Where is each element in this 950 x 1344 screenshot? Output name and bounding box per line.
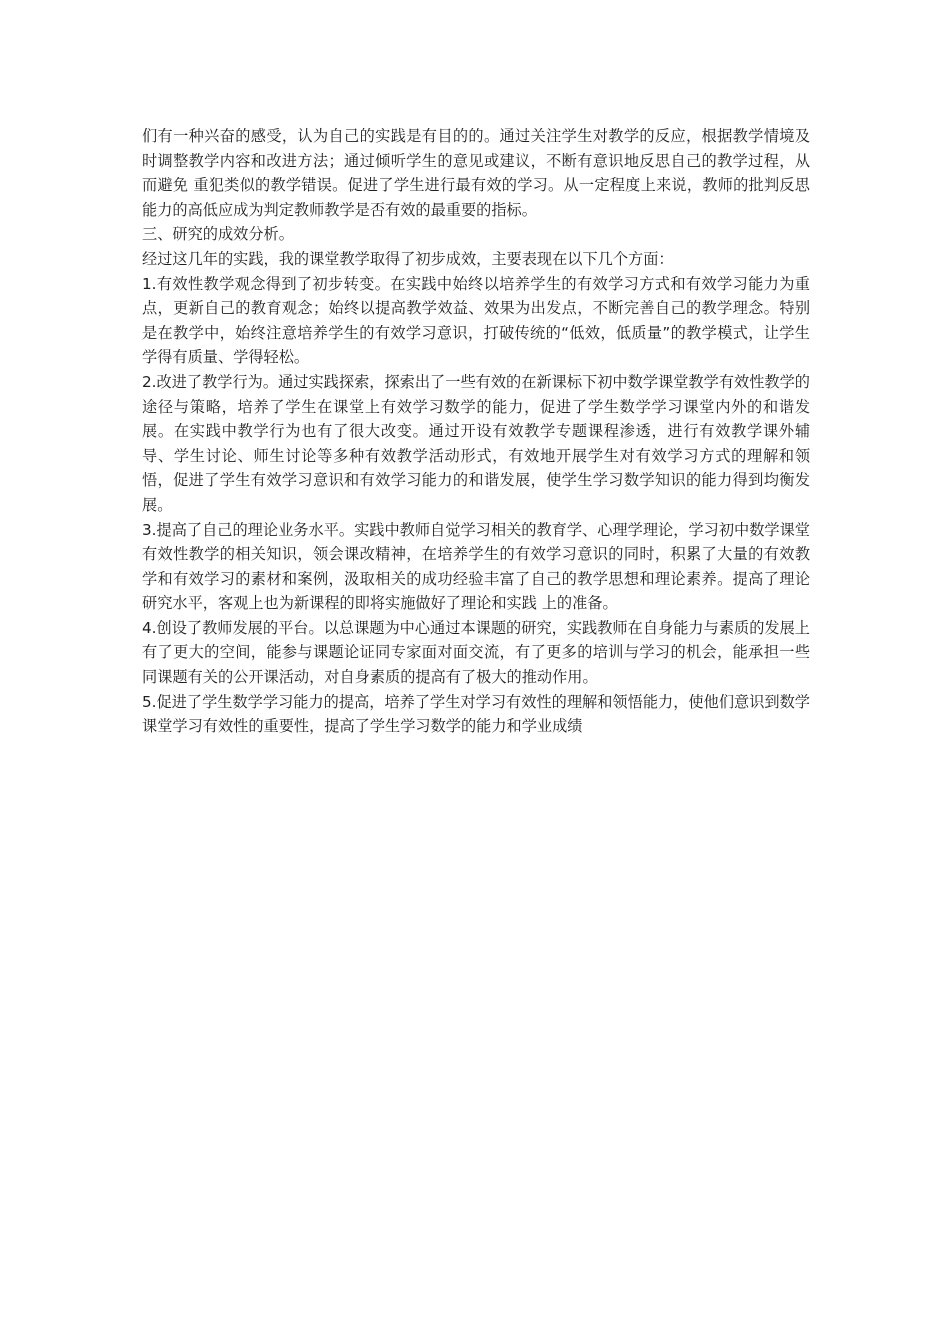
paragraph-item-3: 3.提高了自己的理论业务水平。实践中教师自觉学习相关的教育学、心理学理论，学习初中数学课堂有效性教学的相关知识，领会课改精神，在培养学生的有效学习意识的同时，积累了大量的有效教学和有效学习的素材和案例，汲取相关的成功经验丰富了自己的教学思想和理论素养。提高了理论研究水平，客观上也为新课程的即将实施做好了理论和实践 上的准备。 <box>142 520 810 613</box>
paragraph-reflection-continued: 们有一种兴奋的感受，认为自己的实践是有目的的。通过关注学生对教学的反应，根据教学情境及时调整教学内容和改进方法；通过倾听学生的意见或建议，不断有意识地反思自己的教学过程，从而避免 重犯类似的教学错误。促进了学生进行最有效的学习。从一定程度上来说，教师的批判反思能力的高低应成为判定教师教学是否有效的最重要的指标。 <box>142 127 810 219</box>
document-body <box>142 124 810 739</box>
paragraph-item-1: 1.有效性教学观念得到了初步转变。在实践中始终以培养学生的有效学习方式和有效学习能力为重点，更新自己的教育观念；始终以提高教学效益、效果为出发点，不断完善自己的教学理念。特别是在教学中，始终注意培养学生的有效学习意识，打破传统的“低效，低质量”的教学模式，让学生学得有质量、学得轻松。 <box>142 274 810 367</box>
paragraph-item-5: 5.促进了学生数学学习能力的提高，培养了学生对学习有效性的理解和领悟能力，使他们意识到数学课堂学习有效性的重要性，提高了学生学习数学的能力和学业成绩 <box>142 692 810 736</box>
paragraph-item-4: 4.创设了教师发展的平台。以总课题为中心通过本课题的研究，实践教师在自身能力与素质的发展上有了更大的空间，能参与课题论证同专家面对面交流，有了更多的培训与学习的机会，能承担一些同课题有关的公开课活动，对自身素质的提高有了极大的推动作用。 <box>142 618 810 687</box>
paragraph-item-2: 2.改进了教学行为。通过实践探索，探索出了一些有效的在新课标下初中数学课堂教学有效性教学的途径与策略，培养了学生在课堂上有效学习数学的能力，促进了学生数学学习课堂内外的和谐发展。在实践中教学行为也有了很大改变。通过开设有效教学专题课程渗透，进行有效教学课外辅导、学生讨论、师生讨论等多种有效教学活动形式，有效地开展学生对有效学习方式的理解和领悟，促进了学生有效学习意识和有效学习能力的和谐发展，使学生学习数学知识的能力得到均衡发展。 <box>142 372 810 514</box>
section-heading-results: 三、研究的成效分析。 <box>142 225 294 244</box>
paragraph-results-intro: 经过这几年的实践，我的课堂教学取得了初步成效，主要表现在以下几个方面： <box>142 249 674 268</box>
